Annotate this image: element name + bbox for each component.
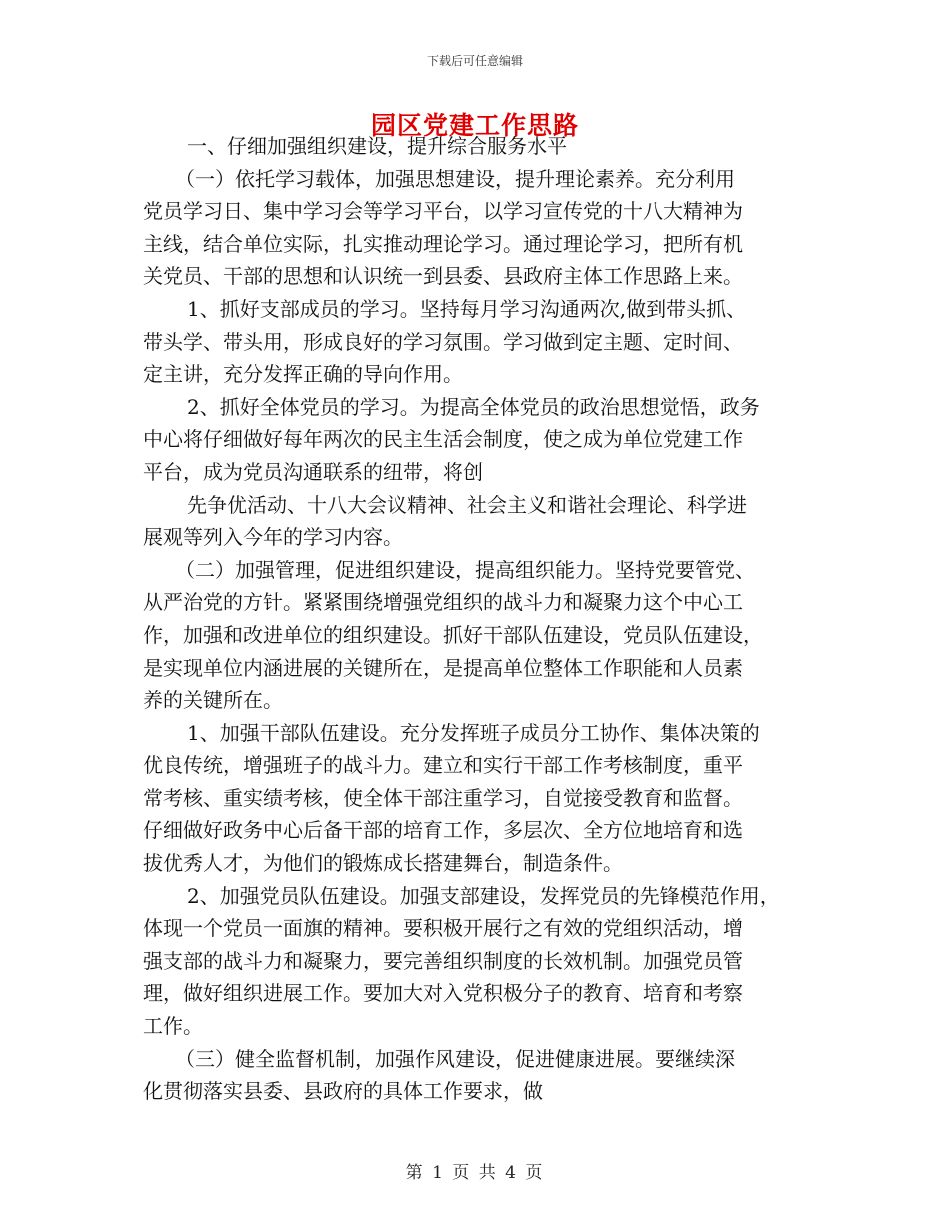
text-line: （二）加强管理，促进组织建设，提高组织能力。坚持党要管党、 <box>175 557 755 582</box>
text-line: 2、加强党员队伍建设。加强支部建设，发挥党员的先锋模范作用， <box>187 883 780 908</box>
text-line: 1、加强干部队伍建设。充分发挥班子成员分工协作、集体决策的 <box>187 720 760 745</box>
text-line: 作，加强和改进单位的组织建设。抓好干部队伍建设，党员队伍建设， <box>143 622 763 647</box>
text-line: 带头学、带头用，形成良好的学习氛围。学习做到定主题、定时间、 <box>143 329 743 354</box>
text-line: 工作。 <box>143 1014 203 1039</box>
text-line: 体现一个党员一面旗的精神。要积极开展行之有效的党组织活动，增 <box>143 916 743 941</box>
text-line: 先争优活动、十八大会议精神、社会主义和谐社会理论、科学进 <box>187 492 747 517</box>
text-line: 中心将仔细做好每年两次的民主生活会制度，使之成为单位党建工作 <box>143 427 743 452</box>
page-footer: 第 1 页 共 4 页 <box>405 1163 545 1183</box>
text-line: 一、仔细加强组织建设，提升综合服务水平 <box>187 134 567 158</box>
text-line: 仔细做好政务中心后备干部的培育工作，多层次、全方位地培育和选 <box>143 818 743 843</box>
text-line: 平台，成为党员沟通联系的纽带，将创 <box>143 459 483 484</box>
text-line: （一）依托学习载体，加强思想建设，提升理论素养。充分利用 <box>175 166 735 191</box>
document-title: 园区党建工作思路 <box>370 111 579 140</box>
document-body <box>143 130 823 1108</box>
text-line: （三）健全监督机制，加强作风建设，促进健康进展。要继续深 <box>175 1046 735 1071</box>
text-line: 优良传统，增强班子的战斗力。建立和实行干部工作考核制度，重平 <box>143 753 743 778</box>
header-note: 下载后可任意编辑 <box>426 54 523 68</box>
text-line: 拔优秀人才，为他们的锻炼成长搭建舞台，制造条件。 <box>143 851 623 876</box>
text-line: 化贯彻落实县委、县政府的具体工作要求，做 <box>143 1079 543 1104</box>
text-line: 1、抓好支部成员的学习。坚持每月学习沟通两次,做到带头抓、 <box>187 296 747 321</box>
text-line: 强支部的战斗力和凝聚力，要完善组织制度的长效机制。加强党员管 <box>143 948 743 973</box>
text-line: 关党员、干部的思想和认识统一到县委、县政府主体工作思路上来。 <box>143 264 743 289</box>
text-line: 理，做好组织进展工作。要加大对入党积极分子的教育、培育和考察 <box>143 981 743 1006</box>
text-line: 常考核、重实绩考核，使全体干部注重学习，自觉接受教育和监督。 <box>143 785 743 810</box>
text-line: 定主讲，充分发挥正确的导向作用。 <box>143 362 463 387</box>
text-line: 展观等列入今年的学习内容。 <box>143 525 403 550</box>
text-line: 养的关键所在。 <box>143 688 283 713</box>
text-line: 党员学习日、集中学习会等学习平台，以学习宣传党的十八大精神为 <box>143 199 743 224</box>
text-line: 是实现单位内涵进展的关键所在，是提高单位整体工作职能和人员素 <box>143 655 743 680</box>
text-line: 主线，结合单位实际，扎实推动理论学习。通过理论学习，把所有机 <box>143 231 743 256</box>
text-line: 从严治党的方针。紧紧围绕增强党组织的战斗力和凝聚力这个中心工 <box>143 590 743 615</box>
text-line: 2、抓好全体党员的学习。为提高全体党员的政治思想觉悟，政务 <box>187 394 760 419</box>
